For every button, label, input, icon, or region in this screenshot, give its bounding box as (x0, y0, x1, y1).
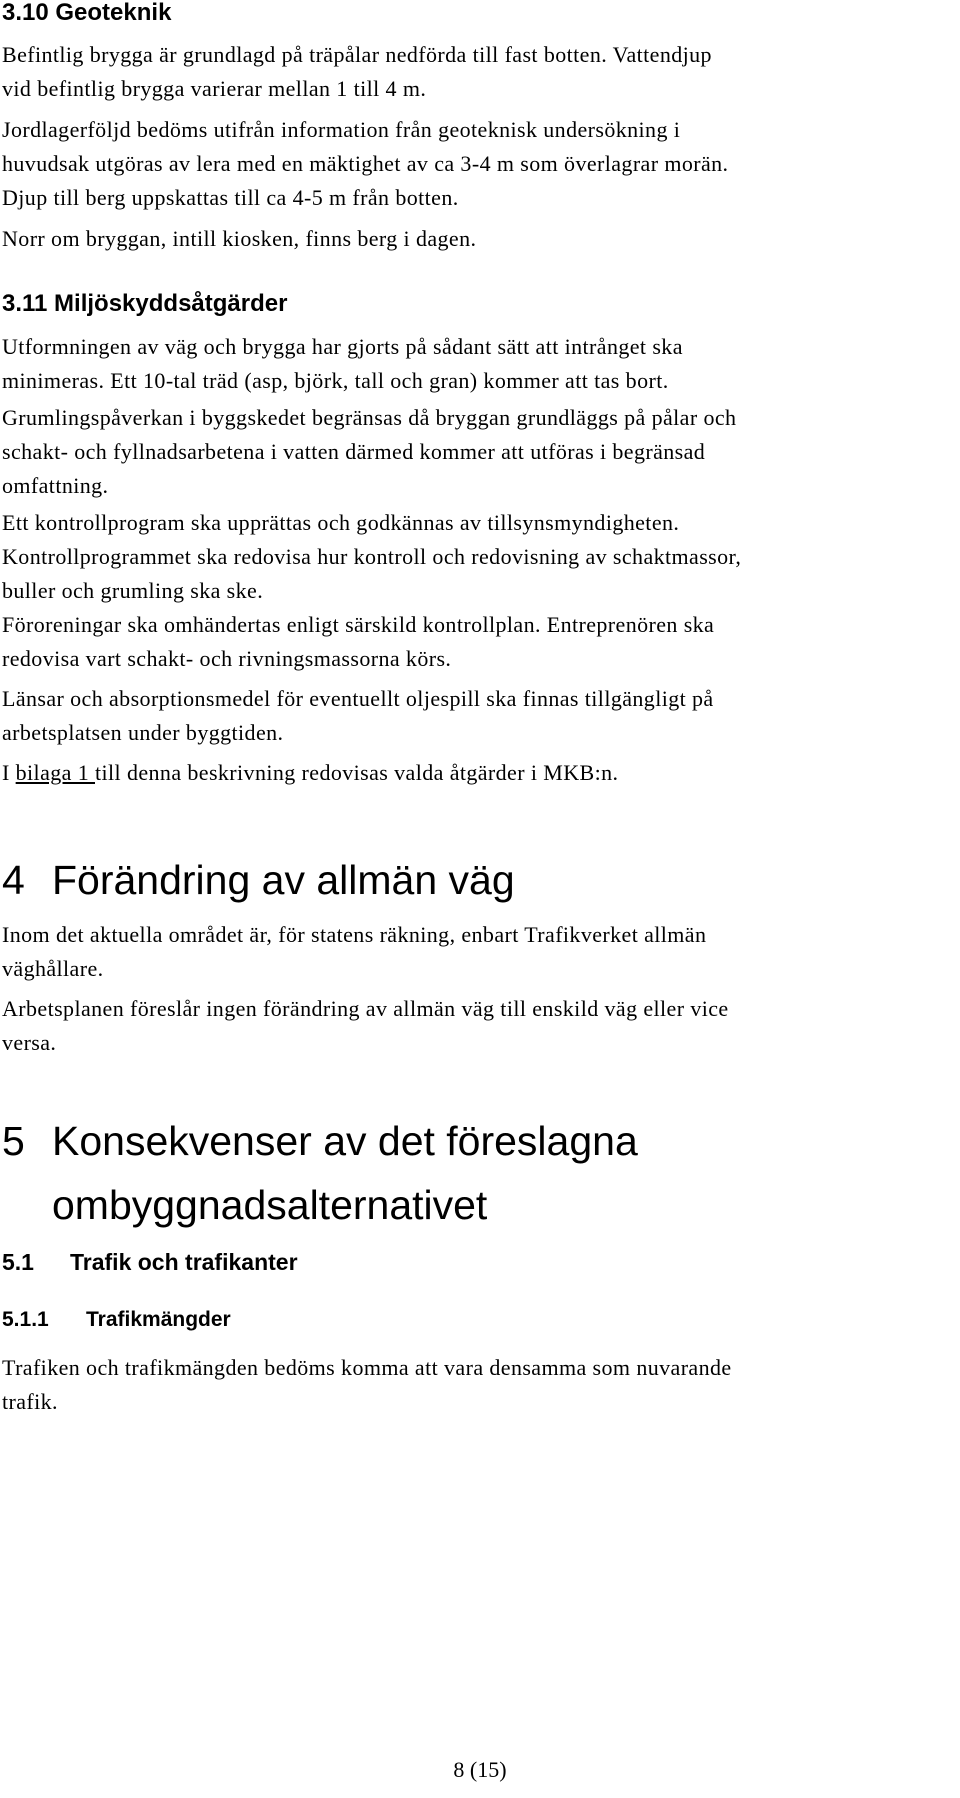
text-line: Ett kontrollprogram ska upprättas och godkännas av tillsynsmyndigheten. (2, 510, 680, 535)
text-line: Djup till berg uppskattas till ca 4-5 m från botten. (2, 185, 459, 210)
text-line: huvudsak utgöras av lera med en mäktighet av ca 3-4 m som överlagrar morän. (2, 151, 729, 176)
chapter-title: Konsekvenser av det föreslagna (52, 1118, 638, 1164)
subsection-heading-5-1-1 (2, 1306, 231, 1334)
paragraph-3-11-p2 (2, 401, 736, 503)
paragraph-3-10-p1 (2, 38, 712, 106)
text-line: arbetsplatsen under byggtiden. (2, 720, 284, 745)
text-line: Befintlig brygga är grundlagd på träpålar nedförda till fast botten. Vattendjup (2, 42, 712, 67)
text-line: Utformningen av väg och brygga har gjorts på sådant sätt att intrånget ska (2, 334, 683, 359)
paragraph-3-10-p3 (2, 222, 476, 256)
paragraph-4-p2 (2, 992, 729, 1060)
text-line: buller och grumling ska ske. (2, 578, 264, 603)
text-line: schakt- och fyllnadsarbetena i vatten därmed kommer att utföras i begränsad (2, 439, 706, 464)
paragraph-3-10-p2 (2, 113, 728, 215)
paragraph-3-11-p5 (2, 682, 714, 750)
bilaga-link[interactable]: bilaga 1 (15, 760, 95, 785)
paragraph-3-11-p6 (2, 756, 618, 790)
text-line: omfattning. (2, 473, 109, 498)
section-heading-3-11: 3.11 Miljöskyddsåtgärder (2, 290, 288, 317)
text-line: minimeras. Ett 10-tal träd (asp, björk, tall och gran) kommer att tas bort. (2, 368, 669, 393)
chapter-heading-4 (2, 848, 515, 912)
subsection-number: 5.1.1 (2, 1308, 49, 1331)
text-line: redovisa vart schakt- och rivningsmassorna körs. (2, 646, 452, 671)
text-line: trafik. (2, 1389, 58, 1414)
text-line: versa. (2, 1030, 57, 1055)
section-heading-5-1 (2, 1248, 298, 1276)
section-heading-3-10: 3.10 Geoteknik (2, 0, 172, 26)
text-line: Inom det aktuella området är, för statens räkning, enbart Trafikverket allmän (2, 922, 707, 947)
text-line: Jordlagerföljd bedöms utifrån information från geoteknisk undersökning i (2, 117, 681, 142)
page-number: 8 (15) (453, 1757, 507, 1782)
text-line: Norr om bryggan, intill kiosken, finns berg i dagen. (2, 226, 477, 251)
chapter-title-continued: ombyggnadsalternativet (52, 1182, 488, 1228)
text-line: Grumlingspåverkan i byggskedet begränsas då bryggan grundläggs på pålar och (2, 405, 737, 430)
text-line: väghållare. (2, 956, 104, 981)
section-number: 5.1 (2, 1249, 34, 1275)
paragraph-3-11-p3 (2, 506, 741, 608)
section-title: Trafik och trafikanter (70, 1249, 298, 1275)
subsection-title: Trafikmängder (86, 1308, 231, 1331)
text-line: vid befintlig brygga varierar mellan 1 till 4 m. (2, 76, 427, 101)
paragraph-3-11-p4 (2, 608, 714, 676)
chapter-title: Förändring av allmän väg (52, 857, 515, 903)
text-line: Arbetsplanen föreslår ingen förändring av allmän väg till enskild väg eller vice (2, 996, 729, 1021)
paragraph-5-1-1-p1 (2, 1351, 732, 1419)
chapter-heading-5 (2, 1109, 638, 1237)
text-line: Trafiken och trafikmängden bedöms komma att vara densamma som nuvarande (2, 1355, 732, 1380)
chapter-number: 5 (2, 1118, 25, 1164)
chapter-number: 4 (2, 857, 25, 903)
text-fragment: I (2, 760, 16, 785)
text-line: Länsar och absorptionsmedel för eventuellt oljespill ska finnas tillgängligt på (2, 686, 714, 711)
text-fragment: till denna beskrivning redovisas valda åtgärder i MKB:n. (95, 760, 619, 785)
paragraph-3-11-p1 (2, 330, 683, 398)
paragraph-4-p1 (2, 918, 706, 986)
text-line: Kontrollprogrammet ska redovisa hur kontroll och redovisning av schaktmassor, (2, 544, 742, 569)
text-line: Föroreningar ska omhändertas enligt särskild kontrollplan. Entreprenören ska (2, 612, 715, 637)
